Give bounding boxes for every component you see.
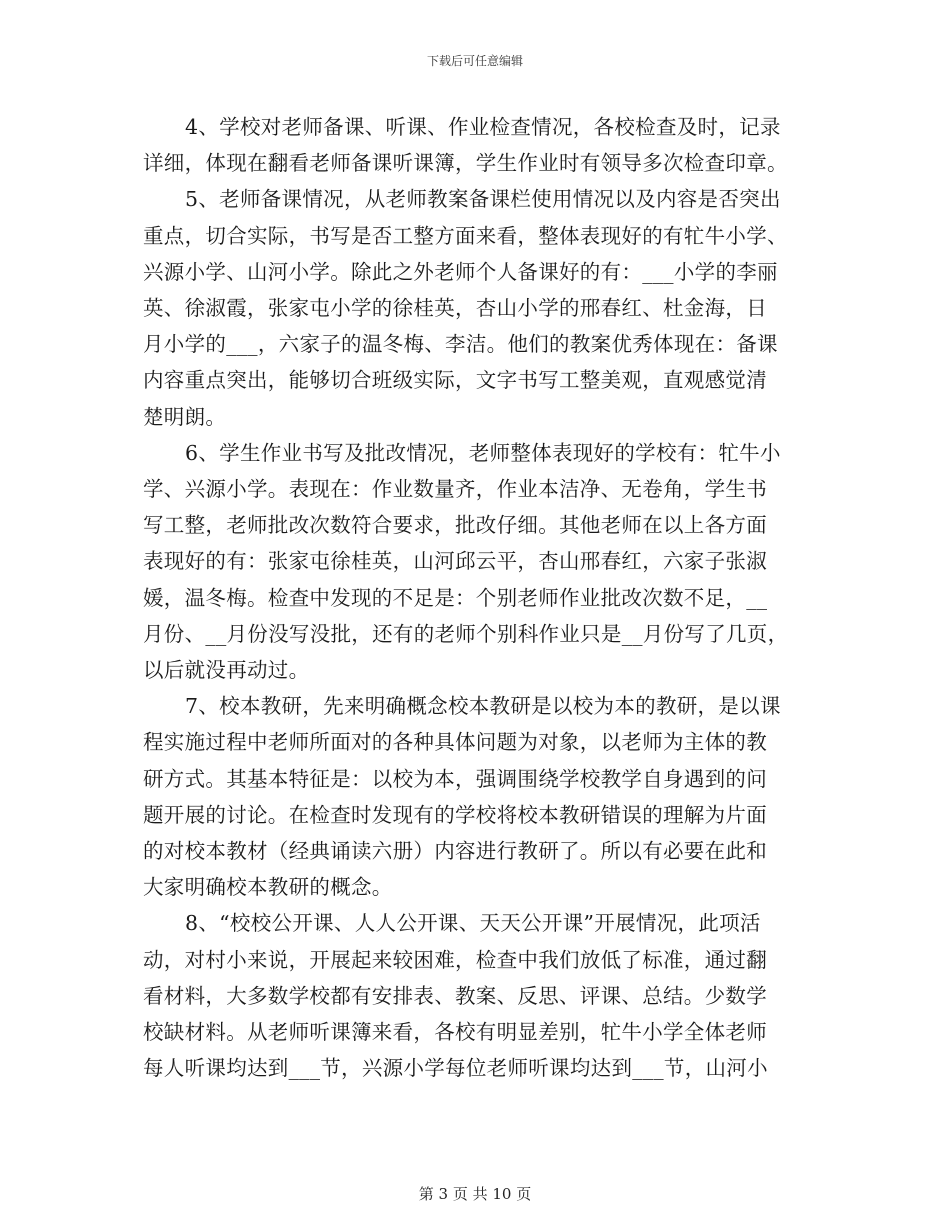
text-line: 重点，切合实际，书写是否工整方面来看，整体表现好的有牤牛小学、 — [143, 223, 788, 248]
text-line: 8、“校校公开课、人人公开课、天天公开课”开展情况，此项活 — [185, 911, 761, 936]
text-line: 以后就没再动过。 — [143, 658, 310, 683]
text-line: 详细，体现在翻看老师备课听课簿，学生作业时有领导多次检查印章。 — [143, 151, 788, 176]
paragraph-4 — [143, 109, 809, 181]
text-line: 看材料，大多数学校都有安排表、教案、反思、评课、总结。少数学 — [143, 983, 767, 1008]
text-line: 6、学生作业书写及批改情况，老师整体表现好的学校有：牤牛小 — [185, 440, 781, 465]
text-line: 写工整，老师批改次数符合要求，批改仔细。其他老师在以上各方面 — [143, 513, 767, 538]
text-line: 动，对村小来说，开展起来较困难，检查中我们放低了标准，通过翻 — [143, 947, 767, 972]
text-line: 题开展的讨论。在检查时发现有的学校将校本教研错误的理解为片面 — [143, 802, 767, 827]
text-line: 月小学的___，六家子的温冬梅、李洁。他们的教案优秀体现在：备课 — [143, 332, 778, 357]
document-body — [143, 109, 809, 1086]
text-line: 楚明朗。 — [143, 404, 227, 429]
page-header: 下载后可任意编辑 — [426, 54, 523, 68]
paragraph-7 — [143, 688, 809, 905]
text-line: 5、老师备课情况，从老师教案备课栏使用情况以及内容是否突出 — [185, 187, 781, 212]
text-line: 程实施过程中老师所面对的各种具体问题为对象，以老师为主体的教 — [143, 730, 767, 755]
text-line: 4、学校对老师备课、听课、作业检查情况，各校检查及时，记录 — [185, 115, 781, 139]
text-line: 研方式。其基本特征是：以校为本，强调围绕学校教学自身遇到的问 — [143, 766, 767, 791]
text-line: 英、徐淑霞，张家屯小学的徐桂英，杏山小学的邢春红、杜金海，日 — [143, 296, 767, 321]
text-line: 校缺材料。从老师听课簿来看，各校有明显差别，牤牛小学全体老师 — [143, 1020, 767, 1045]
text-line: 表现好的有：张家屯徐桂英，山河邱云平，杏山邢春红，六家子张淑 — [143, 549, 767, 574]
paragraph-5 — [143, 181, 809, 434]
text-line: 媛，温冬梅。检查中发现的不足是：个别老师作业批改次数不足，__ — [143, 585, 768, 610]
paragraph-8 — [143, 905, 809, 1086]
text-line: 内容重点突出，能够切合班级实际，文字书写工整美观，直观感觉清 — [143, 368, 767, 393]
text-line: 兴源小学、山河小学。除此之外老师个人备课好的有：___小学的李丽 — [143, 259, 778, 284]
text-line: 的对校本教材（经典诵读六册）内容进行教研了。所以有必要在此和 — [143, 839, 767, 864]
text-line: 大家明确校本教研的概念。 — [143, 875, 393, 900]
text-line: 月份、__月份没写没批，还有的老师个别科作业只是__月份写了几页， — [143, 621, 789, 646]
text-line: 每人听课均达到___节，兴源小学每位老师听课均达到___节，山河小 — [143, 1056, 768, 1081]
text-line: 学、兴源小学。表现在：作业数量齐，作业本洁净、无卷角，学生书 — [143, 477, 767, 502]
page-number-footer: 第 3 页 共 10 页 — [418, 1185, 532, 1203]
paragraph-6 — [143, 435, 809, 688]
text-line: 7、校本教研，先来明确概念校本教研是以校为本的教研，是以课 — [185, 694, 781, 719]
